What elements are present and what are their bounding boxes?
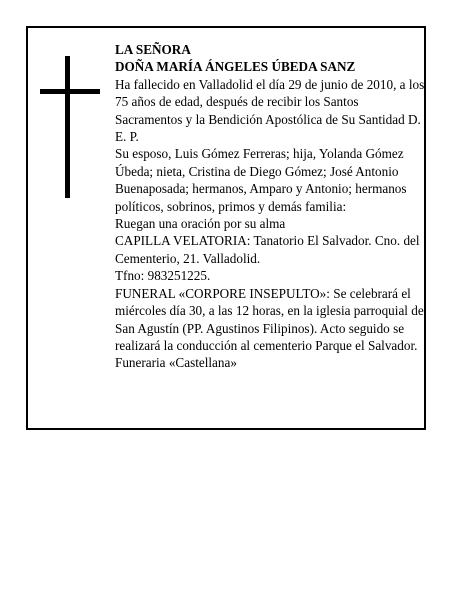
funeral-home: Funeraria «Castellana»: [115, 355, 237, 371]
cross-vertical-bar: [65, 56, 70, 198]
obituary-title: LA SEÑORA: [115, 42, 191, 57]
death-notice: Ha fallecido en Valladolid el día 29 de junio de 2010, a los 75 años de edad, después de recibir los Santos Sacramentos y la Bendición Apostólica de Su Santidad D. E. P.: [115, 76, 425, 145]
cross-horizontal-bar: [40, 89, 100, 94]
obituary-notice: [26, 26, 426, 430]
cross-icon: [40, 56, 100, 198]
funeral-info: FUNERAL «CORPORE INSEPULTO»: Se celebrará el miércoles día 30, a las 12 horas, en la iglesia parroquial de San Agustín (PP. Agustinos Filipinos). Acto seguido se realizará la conducción al cementerio Parque el Salvador.: [115, 285, 424, 353]
deceased-name: DOÑA MARÍA ÁNGELES ÚBEDA SANZ: [115, 59, 356, 75]
prayer-request: Ruegan una oración por su alma: [115, 216, 286, 232]
obituary-text: [115, 41, 425, 372]
chapel-info: CAPILLA VELATORIA: Tanatorio El Salvador. Cno. del Cementerio, 21. Valladolid.: [115, 233, 420, 266]
phone-number: Tfno: 983251225.: [115, 268, 211, 284]
family-list: Su esposo, Luis Gómez Ferreras; hija, Yolanda Gómez Úbeda; nieta, Cristina de Diego Gómez; José Antonio Buenaposada; hermanos, Amparo y Antonio; hermanos políticos, sobrinos, primos y demás familia:: [115, 146, 407, 214]
